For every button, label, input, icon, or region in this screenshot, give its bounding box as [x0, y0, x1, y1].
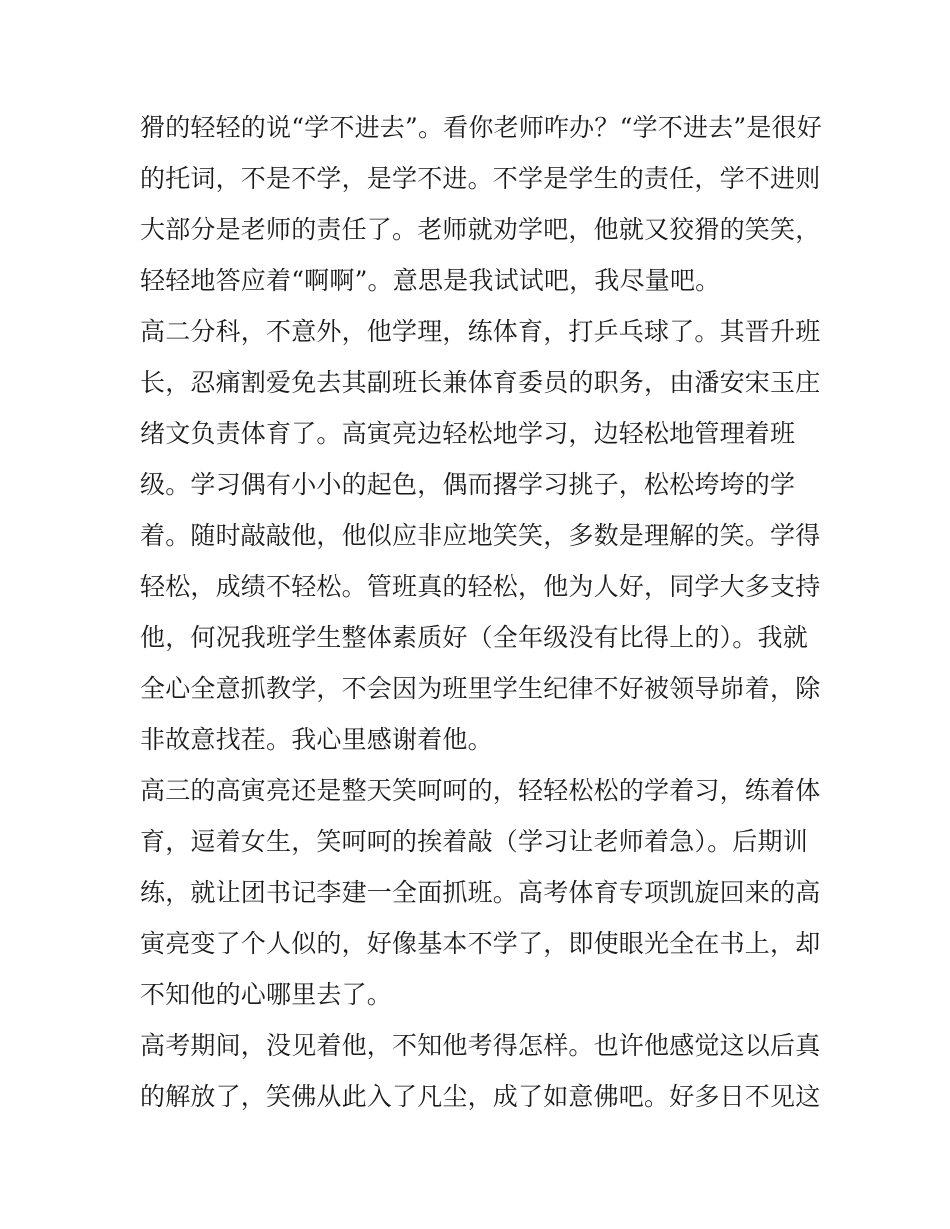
text-line: 高考期间，没见着他，不知他考得怎样。也许他感觉这以后真	[140, 1031, 821, 1060]
text-line: 轻松，成绩不轻松。管班真的轻松，他为人好，同学大多支持	[140, 572, 821, 601]
text-line: 非故意找茬。我心里感谢着他。	[140, 725, 493, 754]
text-line: 寅亮变了个人似的，好像基本不学了，即使眼光全在书上，却	[140, 929, 821, 958]
text-line: 全心全意抓教学，不会因为班里学生纪律不好被领导峁着，除	[140, 674, 821, 703]
text-line: 高三的高寅亮还是整天笑呵呵的，轻轻松松的学着习，练着体	[140, 776, 821, 805]
text-line: 轻轻地答应着“啊啊”。意思是我试试吧，我尽量吧。	[140, 266, 721, 295]
text-line: 不知他的心哪里去了。	[140, 980, 393, 1009]
text-line: 大部分是老师的责任了。老师就劝学吧，他就又狡猾的笑笑，	[140, 215, 821, 244]
text-line: 绪文负责体育了。高寅亮边轻松地学习，边轻松地管理着班	[140, 419, 796, 448]
text-line: 练，就让团书记李建一全面抓班。高考体育专项凯旋回来的高	[140, 878, 821, 907]
text-line: 猾的轻轻的说“学不进去”。看你老师咋办？“学不进去”是很好	[140, 113, 822, 142]
text-line: 长，忍痛割爱免去其副班长兼体育委员的职务，由潘安宋玉庄	[140, 368, 821, 397]
text-line: 育，逗着女生，笑呵呵的挨着敲（学习让老师着急）。后期训	[140, 827, 808, 856]
text-line: 的解放了，笑佛从此入了凡尘，成了如意佛吧。好多日不见这	[140, 1082, 821, 1111]
text-line: 的托词，不是不学，是学不进。不学是学生的责任，学不进则	[140, 164, 821, 193]
text-line: 着。随时敲敲他，他似应非应地笑笑，多数是理解的笑。学得	[140, 521, 821, 550]
text-line: 级。学习偶有小小的起色，偶而撂学习挑子，松松垮垮的学	[140, 470, 796, 499]
text-line: 他，何况我班学生整体素质好（全年级没有比得上的）。我就	[140, 623, 808, 652]
text-line: 高二分科，不意外，他学理，练体育，打乒乓球了。其晋升班	[140, 317, 821, 346]
